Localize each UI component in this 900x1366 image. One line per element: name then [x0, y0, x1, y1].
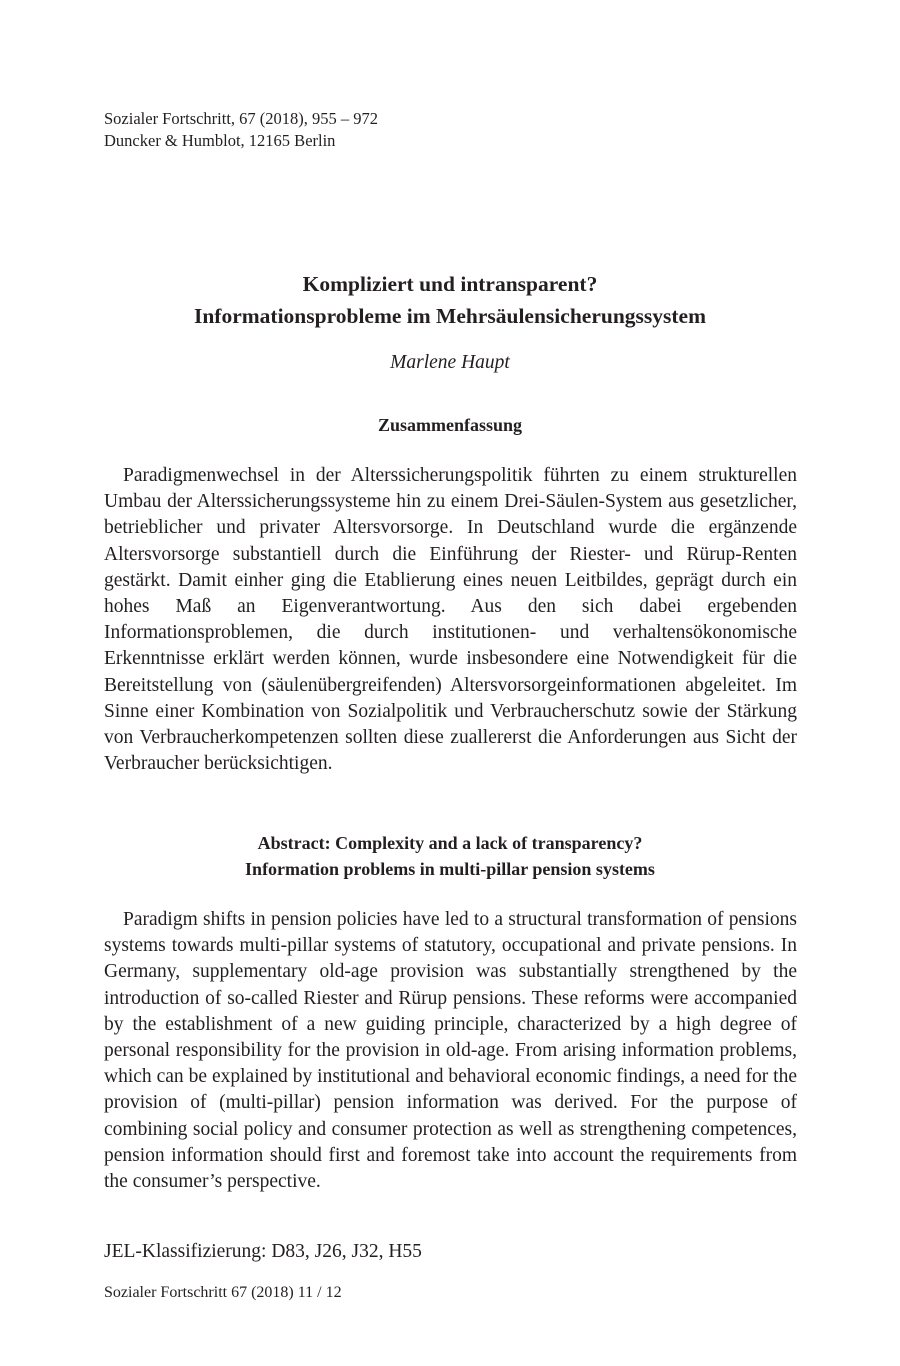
jel-classification: JEL-Klassifizierung: D83, J26, J32, H55	[104, 1241, 422, 1262]
page-footer: Sozialer Fortschritt 67 (2018) 11 / 12	[104, 1284, 342, 1301]
journal-line: Sozialer Fortschritt, 67 (2018), 955 – 972	[104, 109, 379, 128]
zusammenfassung-heading: Zusammenfassung	[377, 415, 523, 435]
abstract-heading-line-2: Information problems in multi-pillar pension systems	[245, 859, 655, 879]
abstract-heading-line-1: Abstract: Complexity and a lack of transparency?	[257, 833, 643, 853]
abstract-heading	[0, 830, 900, 882]
zusammenfassung-body	[104, 463, 797, 777]
abstract-body	[104, 907, 797, 1195]
abstract-paragraph: Paradigm shifts in pension policies have led to a structural transformation of pensions systems towards multi-pillar systems of statutory, occupational and private pensions. In Germany, supplementary old-age provision was substantially strengthened by the introduction of so-called Riester and Rürup pensions. These reforms were accompanied by the establishment of a new guiding principle, characterized by a high degree of personal responsibility for the provision in old-age. From arising information problems, which can be explained by institutional and behavioral economic findings, a need for the provision of (multi-pillar) pension information was derived. For the purpose of combining social policy and consumer protection as well as strengthening competences, pension information should first and foremost take into account the requirements from the consumer’s perspective.	[104, 909, 797, 1193]
title-line-1: Kompliziert und intransparent?	[302, 272, 598, 296]
author-name: Marlene Haupt	[390, 352, 510, 373]
journal-citation	[104, 108, 378, 152]
publisher-line: Duncker & Humblot, 12165 Berlin	[104, 131, 336, 150]
title-line-2: Informationsprobleme im Mehrsäulensicherungssystem	[193, 304, 706, 328]
article-title	[0, 268, 900, 332]
zusammenfassung-paragraph: Paradigmenwechsel in der Alterssicherungspolitik führten zu einem strukturellen Umbau der Alterssicherungssysteme hin zu einem Drei-Säulen-System aus gesetzlicher, betrieblicher und privater Altersvorsorge. In Deutschland wurde die ergänzende Altersvorsorge substantiell durch die Einführung der Riester- und Rürup-Renten gestärkt. Damit einher ging die Etablierung eines neuen Leitbildes, geprägt durch ein hohes Maß an Eigenverantwortung. Aus den sich dabei ergebenden Informationsproblemen, die durch institutionen- und verhaltensökonomische Erkenntnisse erklärt werden können, wurde insbesondere eine Notwendigkeit für die Bereitstellung von (säulenübergreifenden) Altersvorsorgeinformationen abgeleitet. Im Sinne einer Kombination von Sozialpolitik und Verbraucherschutz sowie der Stärkung von Verbraucherkompetenzen sollten diese zuallererst die Anforderungen aus Sicht der Verbraucher berücksichtigen.	[104, 465, 797, 775]
